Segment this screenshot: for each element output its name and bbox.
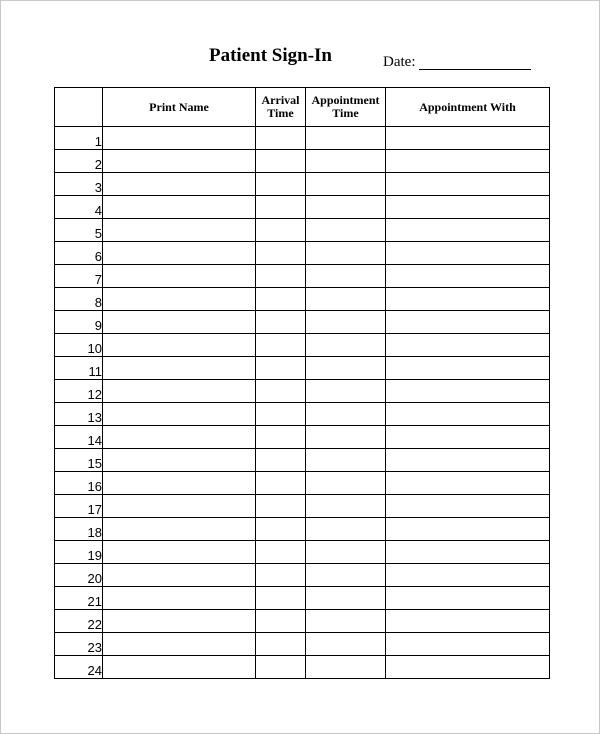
table-body	[55, 127, 550, 679]
table-row	[55, 564, 550, 587]
row-number: 6	[55, 242, 103, 265]
appointment-with-cell[interactable]	[386, 265, 550, 288]
appointment-with-cell[interactable]	[386, 127, 550, 150]
print-name-cell[interactable]	[103, 495, 256, 518]
print-name-cell[interactable]	[103, 173, 256, 196]
appointment-with-cell[interactable]	[386, 150, 550, 173]
table-row	[55, 127, 550, 150]
table-row	[55, 403, 550, 426]
appointment-with-cell[interactable]	[386, 288, 550, 311]
arrival-time-cell[interactable]	[256, 242, 306, 265]
print-name-cell[interactable]	[103, 127, 256, 150]
row-number: 9	[55, 311, 103, 334]
table-row	[55, 150, 550, 173]
row-number: 20	[55, 564, 103, 587]
appointment-time-cell[interactable]	[306, 518, 386, 541]
appointment-time-cell[interactable]	[306, 472, 386, 495]
appointment-with-cell[interactable]	[386, 196, 550, 219]
table-row	[55, 311, 550, 334]
appointment-time-cell[interactable]	[306, 541, 386, 564]
header-appointment-time	[306, 88, 386, 127]
arrival-time-cell[interactable]	[256, 587, 306, 610]
row-number: 8	[55, 288, 103, 311]
arrival-time-cell[interactable]	[256, 403, 306, 426]
appointment-with-cell[interactable]	[386, 587, 550, 610]
appointment-time-cell[interactable]	[306, 127, 386, 150]
table-row	[55, 610, 550, 633]
appointment-time-cell[interactable]	[306, 449, 386, 472]
print-name-cell[interactable]	[103, 150, 256, 173]
table-row	[55, 633, 550, 656]
print-name-cell[interactable]	[103, 288, 256, 311]
arrival-time-cell[interactable]	[256, 173, 306, 196]
table-row	[55, 242, 550, 265]
table-row	[55, 288, 550, 311]
sign-in-table	[54, 87, 550, 679]
table-row	[55, 518, 550, 541]
appointment-time-cell[interactable]	[306, 495, 386, 518]
appointment-with-cell[interactable]	[386, 357, 550, 380]
arrival-time-cell[interactable]	[256, 334, 306, 357]
appointment-time-cell[interactable]	[306, 242, 386, 265]
appointment-with-cell[interactable]	[386, 564, 550, 587]
table-row	[55, 334, 550, 357]
arrival-time-cell[interactable]	[256, 288, 306, 311]
row-number: 16	[55, 472, 103, 495]
appointment-time-cell[interactable]	[306, 334, 386, 357]
appointment-with-cell[interactable]	[386, 242, 550, 265]
header-number	[55, 88, 103, 127]
row-number: 1	[55, 127, 103, 150]
header-appointment-with: Appointment With	[386, 88, 550, 127]
row-number: 23	[55, 633, 103, 656]
print-name-cell[interactable]	[103, 242, 256, 265]
row-number: 18	[55, 518, 103, 541]
appointment-with-cell[interactable]	[386, 334, 550, 357]
header-appointment-time-line2: Time	[332, 106, 359, 120]
appointment-time-cell[interactable]	[306, 265, 386, 288]
table-row	[55, 541, 550, 564]
print-name-cell[interactable]	[103, 334, 256, 357]
table-row	[55, 495, 550, 518]
table-row	[55, 587, 550, 610]
appointment-with-cell[interactable]	[386, 426, 550, 449]
print-name-cell[interactable]	[103, 587, 256, 610]
row-number: 13	[55, 403, 103, 426]
arrival-time-cell[interactable]	[256, 656, 306, 679]
row-number: 7	[55, 265, 103, 288]
appointment-time-cell[interactable]	[306, 311, 386, 334]
table-row	[55, 219, 550, 242]
row-number: 17	[55, 495, 103, 518]
arrival-time-cell[interactable]	[256, 380, 306, 403]
table-row	[55, 173, 550, 196]
form-title: Patient Sign-In	[209, 45, 332, 66]
appointment-with-cell[interactable]	[386, 656, 550, 679]
header-arrival-time-line1: Arrival	[261, 93, 300, 107]
header-print-name: Print Name	[103, 88, 256, 127]
table-row	[55, 196, 550, 219]
appointment-time-cell[interactable]	[306, 219, 386, 242]
print-name-cell[interactable]	[103, 196, 256, 219]
arrival-time-cell[interactable]	[256, 564, 306, 587]
appointment-with-cell[interactable]	[386, 541, 550, 564]
appointment-time-cell[interactable]	[306, 357, 386, 380]
appointment-time-cell[interactable]	[306, 150, 386, 173]
print-name-cell[interactable]	[103, 403, 256, 426]
print-name-cell[interactable]	[103, 449, 256, 472]
arrival-time-cell[interactable]	[256, 150, 306, 173]
row-number: 2	[55, 150, 103, 173]
print-name-cell[interactable]	[103, 265, 256, 288]
appointment-time-cell[interactable]	[306, 403, 386, 426]
appointment-with-cell[interactable]	[386, 219, 550, 242]
row-number: 3	[55, 173, 103, 196]
table-row	[55, 472, 550, 495]
row-number: 11	[55, 357, 103, 380]
print-name-cell[interactable]	[103, 633, 256, 656]
header-appointment-time-line1: Appointment	[311, 93, 380, 107]
appointment-time-cell[interactable]	[306, 426, 386, 449]
date-label: Date:	[383, 54, 416, 70]
appointment-with-cell[interactable]	[386, 449, 550, 472]
appointment-time-cell[interactable]	[306, 380, 386, 403]
table-row	[55, 380, 550, 403]
table-header-row	[55, 88, 550, 127]
table-row	[55, 426, 550, 449]
row-number: 22	[55, 610, 103, 633]
appointment-with-cell[interactable]	[386, 472, 550, 495]
appointment-with-cell[interactable]	[386, 633, 550, 656]
arrival-time-cell[interactable]	[256, 518, 306, 541]
arrival-time-cell[interactable]	[256, 127, 306, 150]
row-number: 21	[55, 587, 103, 610]
appointment-time-cell[interactable]	[306, 173, 386, 196]
row-number: 19	[55, 541, 103, 564]
appointment-with-cell[interactable]	[386, 610, 550, 633]
arrival-time-cell[interactable]	[256, 610, 306, 633]
row-number: 4	[55, 196, 103, 219]
table-row	[55, 357, 550, 380]
appointment-with-cell[interactable]	[386, 311, 550, 334]
appointment-time-cell[interactable]	[306, 656, 386, 679]
header-arrival-time	[256, 88, 306, 127]
print-name-cell[interactable]	[103, 311, 256, 334]
table-row	[55, 449, 550, 472]
arrival-time-cell[interactable]	[256, 449, 306, 472]
arrival-time-cell[interactable]	[256, 472, 306, 495]
appointment-with-cell[interactable]	[386, 495, 550, 518]
row-number: 14	[55, 426, 103, 449]
appointment-with-cell[interactable]	[386, 518, 550, 541]
appointment-time-cell[interactable]	[306, 288, 386, 311]
print-name-cell[interactable]	[103, 426, 256, 449]
header-arrival-time-line2: Time	[267, 106, 294, 120]
appointment-with-cell[interactable]	[386, 173, 550, 196]
appointment-with-cell[interactable]	[386, 403, 550, 426]
arrival-time-cell[interactable]	[256, 196, 306, 219]
print-name-cell[interactable]	[103, 357, 256, 380]
row-number: 10	[55, 334, 103, 357]
arrival-time-cell[interactable]	[256, 495, 306, 518]
appointment-time-cell[interactable]	[306, 196, 386, 219]
print-name-cell[interactable]	[103, 610, 256, 633]
print-name-cell[interactable]	[103, 518, 256, 541]
print-name-cell[interactable]	[103, 564, 256, 587]
appointment-with-cell[interactable]	[386, 380, 550, 403]
appointment-time-cell[interactable]	[306, 610, 386, 633]
arrival-time-cell[interactable]	[256, 426, 306, 449]
table-row	[55, 656, 550, 679]
arrival-time-cell[interactable]	[256, 541, 306, 564]
appointment-time-cell[interactable]	[306, 633, 386, 656]
date-field-line[interactable]	[419, 69, 531, 70]
row-number: 12	[55, 380, 103, 403]
arrival-time-cell[interactable]	[256, 633, 306, 656]
print-name-cell[interactable]	[103, 656, 256, 679]
appointment-time-cell[interactable]	[306, 587, 386, 610]
print-name-cell[interactable]	[103, 219, 256, 242]
arrival-time-cell[interactable]	[256, 357, 306, 380]
appointment-time-cell[interactable]	[306, 564, 386, 587]
print-name-cell[interactable]	[103, 541, 256, 564]
row-number: 5	[55, 219, 103, 242]
table-row	[55, 265, 550, 288]
arrival-time-cell[interactable]	[256, 219, 306, 242]
print-name-cell[interactable]	[103, 472, 256, 495]
arrival-time-cell[interactable]	[256, 311, 306, 334]
print-name-cell[interactable]	[103, 380, 256, 403]
row-number: 15	[55, 449, 103, 472]
row-number: 24	[55, 656, 103, 679]
arrival-time-cell[interactable]	[256, 265, 306, 288]
